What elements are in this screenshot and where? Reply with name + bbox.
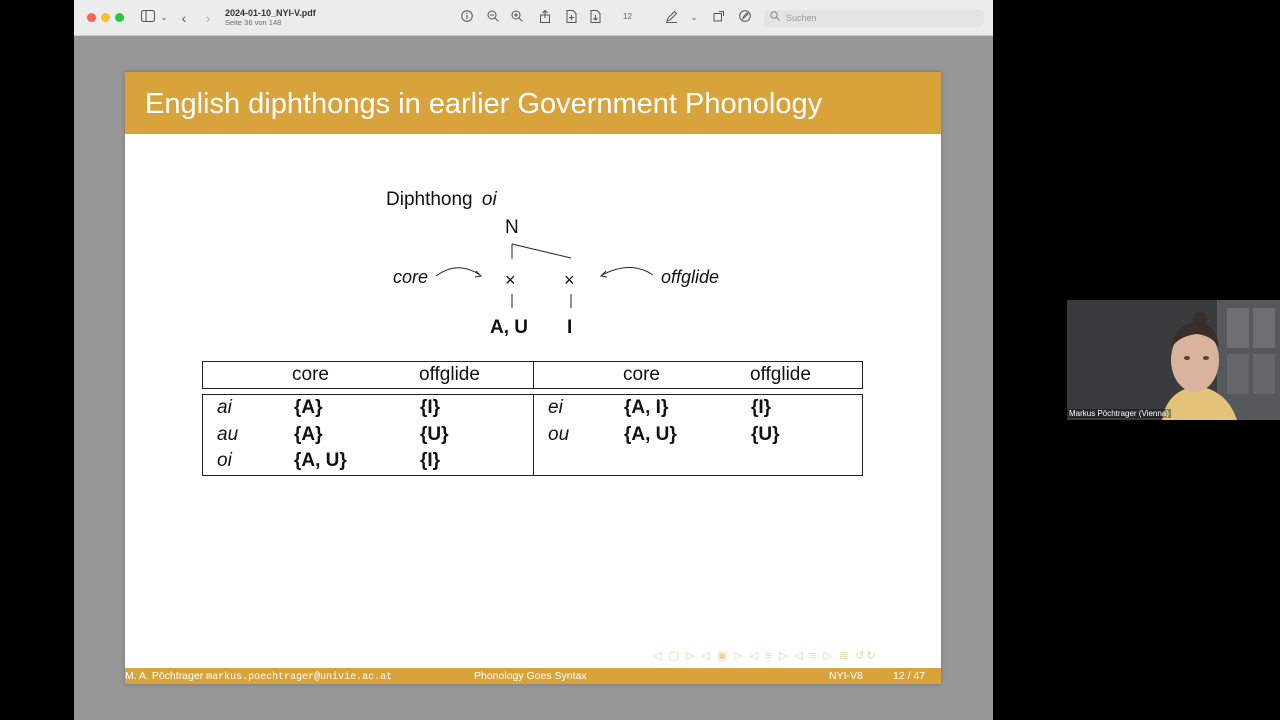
slide-page <box>125 72 941 684</box>
skeletal-point-left: × <box>505 270 516 290</box>
toolbar <box>74 0 993 36</box>
table-row: au <box>217 424 239 445</box>
document-export-icon[interactable] <box>588 10 602 26</box>
pdf-viewer-window <box>74 0 993 720</box>
footer-author: M. A. Pöchtrager markus.poechtrager@univie.ac.at <box>125 670 393 683</box>
slide-header <box>125 72 941 134</box>
left-elements: A, U <box>490 317 528 338</box>
offglide-label: offglide <box>661 267 720 287</box>
back-arrow-icon[interactable]: ‹ <box>181 10 187 26</box>
tree-branch-right <box>512 244 571 258</box>
forward-arrow-icon[interactable]: › <box>205 10 211 26</box>
share-icon[interactable] <box>538 10 552 26</box>
page-number-field[interactable]: 12 <box>623 12 632 21</box>
annotate-icon[interactable] <box>738 10 752 26</box>
close-window-button[interactable] <box>87 13 96 22</box>
slide-title: English diphthongs in earlier Government Phonology <box>145 88 823 120</box>
core-arrow <box>436 268 480 276</box>
slide-footer <box>125 668 941 684</box>
document-title: 2024-01-10_NYI-V.pdf <box>225 8 316 18</box>
diphthong-table <box>202 394 863 476</box>
offglide-arrow <box>602 268 653 276</box>
table-cell: {U} <box>751 424 780 445</box>
table-cell: {A} <box>294 424 323 445</box>
table-cell: {I} <box>751 397 772 418</box>
zoom-in-icon[interactable] <box>510 10 524 26</box>
beamer-navigation-icons[interactable]: ◁ ▢ ▷ ◁ ▣ ▷ ◁ ≡ ▷ ◁ ≡ ▷ ≣ ↺↻ <box>653 650 878 662</box>
diphthong-tree-diagram <box>125 134 941 354</box>
search-field[interactable] <box>764 10 984 27</box>
skeletal-point-right: × <box>564 270 575 290</box>
table-cell: {I} <box>420 397 441 418</box>
header-offglide-right: offglide <box>750 364 811 385</box>
markup-pen-icon[interactable] <box>664 10 678 26</box>
footer-email: markus.poechtrager@univie.ac.at <box>206 672 393 683</box>
chevron-down-icon[interactable]: ⌄ <box>160 13 168 22</box>
rotate-icon[interactable] <box>712 10 726 26</box>
core-label: core <box>393 267 429 287</box>
table-row: ou <box>548 424 570 445</box>
table-header <box>202 361 863 389</box>
nucleus-label: N <box>505 217 519 238</box>
footer-course-code: NYI-V8 <box>829 670 863 682</box>
minimize-window-button[interactable] <box>101 13 110 22</box>
header-core-left: core <box>292 364 329 385</box>
participant-video-tile[interactable] <box>1067 300 1280 420</box>
participant-name: Markus Pöchtrager (Vienna) <box>1069 409 1169 418</box>
footer-page-number: 12 / 47 <box>893 670 926 682</box>
search-placeholder: Suchen <box>786 13 817 23</box>
right-elements: I <box>567 317 573 338</box>
table-cell: {A, U} <box>624 424 677 445</box>
document-add-icon[interactable] <box>564 10 578 26</box>
search-icon <box>770 11 780 24</box>
chevron-down-icon[interactable]: ⌄ <box>690 13 698 22</box>
page-indicator: Seite 36 von 148 <box>225 18 282 27</box>
table-row: ai <box>217 397 232 418</box>
table-cell: {A, U} <box>294 450 347 471</box>
footer-talk-title: Phonology Goes Syntax <box>474 670 587 682</box>
info-icon[interactable] <box>460 10 474 26</box>
zoom-out-icon[interactable] <box>486 10 500 26</box>
table-cell: {U} <box>420 424 449 445</box>
header-offglide-left: offglide <box>419 364 480 385</box>
zoom-window-button[interactable] <box>115 13 124 22</box>
table-row: oi <box>217 450 232 471</box>
table-cell: {A} <box>294 397 323 418</box>
table-cell: {A, I} <box>624 397 669 418</box>
table-cell: {I} <box>420 450 441 471</box>
webcam-person-image <box>1067 300 1280 420</box>
table-row: ei <box>548 397 563 418</box>
sidebar-toggle-icon[interactable] <box>140 10 158 26</box>
header-core-right: core <box>623 364 660 385</box>
diagram-heading: Diphthong oi <box>386 189 497 210</box>
